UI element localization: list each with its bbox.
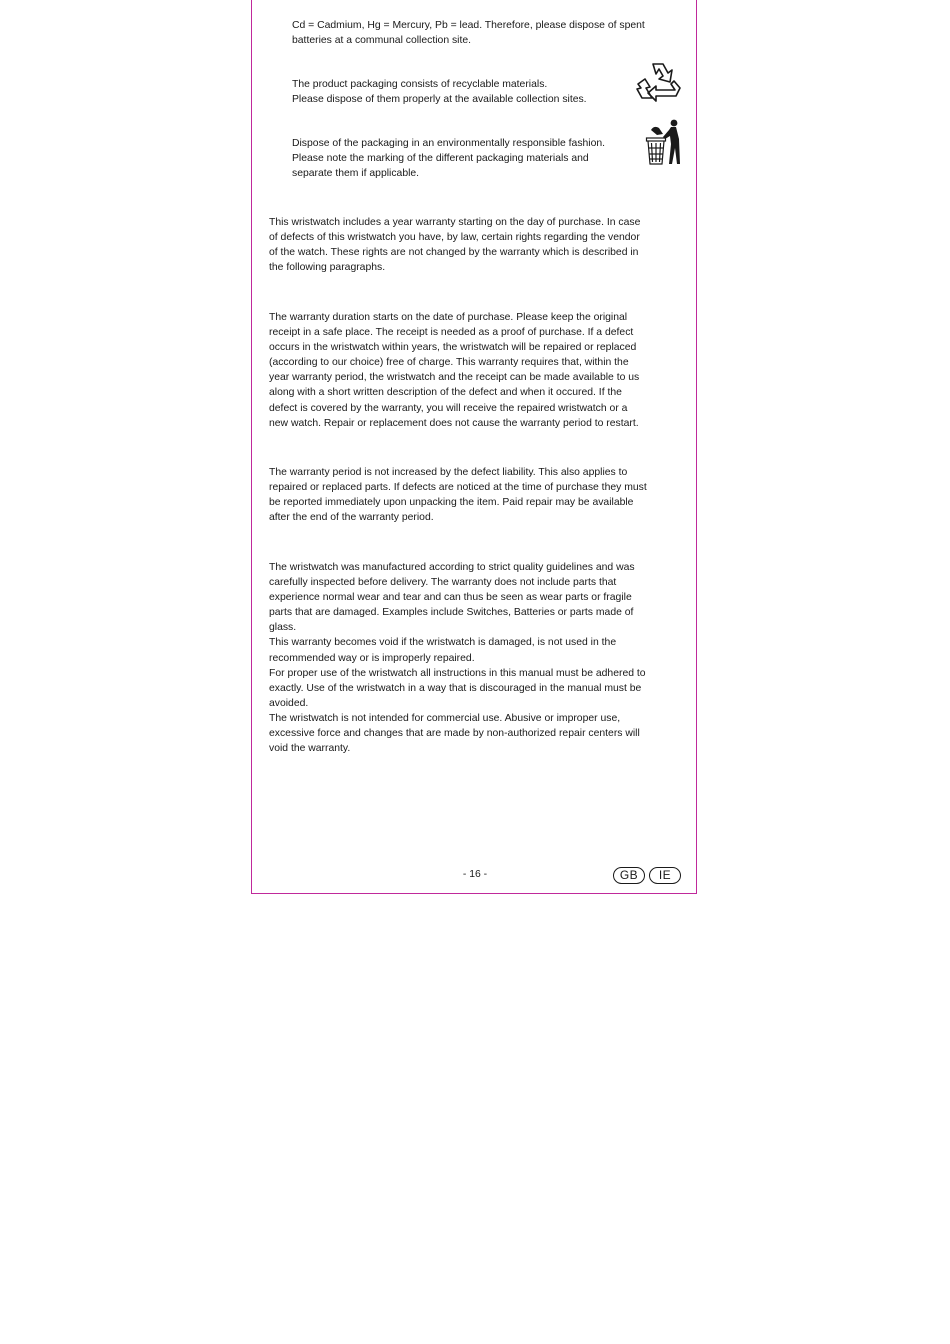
text-line: defect is covered by the warranty, you will receive the repaired wristwatch or a (269, 402, 628, 414)
text-line: occurs in the wristwatch within years, the wristwatch will be repaired or replaced (269, 342, 637, 354)
text-line: excessive force and changes that are made by non-authorized repair centers will (269, 728, 640, 740)
text-line: The warranty period is not increased by the defect liability. This also applies to (269, 467, 628, 478)
text-line: be reported immediately upon unpacking the item. Paid repair may be available (269, 497, 634, 509)
text-line: recommended way or is improperly repaired. (269, 652, 475, 664)
warranty-duration-paragraph (269, 310, 639, 431)
environment-disposal-paragraph (292, 136, 605, 181)
trash-bin-icon (645, 118, 683, 166)
text-line: carefully inspected before delivery. The warranty does not include parts that (269, 577, 617, 589)
batteries-disposal-paragraph (292, 18, 645, 48)
text-line: separate them if applicable. (292, 168, 420, 180)
text-line: after the end of the warranty period. (269, 512, 434, 524)
page-number: - 16 - (462, 869, 488, 880)
text-line: repaired or replaced parts. If defects are noticed at the time of purchase they must (269, 482, 647, 494)
text-line: Dispose of the packaging in an environmentally responsible fashion. (292, 138, 606, 149)
text-line: along with a short written description of the defect and when it occured. If the (269, 387, 622, 399)
country-badge-ie: IE (649, 867, 681, 884)
text-line: glass. (269, 622, 297, 634)
page-frame (251, 0, 697, 894)
text-line: of defects of this wristwatch you have, by law, certain rights regarding the vendor (269, 232, 640, 244)
text-line: The product packaging consists of recyclable materials. (292, 79, 548, 90)
text-line: This wristwatch includes a year warranty starting on the day of purchase. In case (269, 217, 641, 228)
country-badge-gb: GB (613, 867, 645, 884)
packaging-recycling-paragraph (292, 77, 587, 107)
text-line: year warranty period, the wristwatch and the receipt can be made available to us (269, 372, 640, 384)
text-line: Please dispose of them properly at the available collection sites. (292, 94, 587, 106)
warranty-intro-paragraph (269, 215, 640, 275)
text-line: void the warranty. (269, 743, 351, 755)
text-line: This warranty becomes void if the wristwatch is damaged, is not used in the (269, 637, 617, 649)
text-line: (according to our choice) free of charge. This warranty requires that, within the (269, 357, 629, 369)
text-line: For proper use of the wristwatch all instructions in this manual must be adhered to (269, 667, 646, 679)
text-line: avoided. (269, 697, 309, 709)
text-line: The wristwatch was manufactured according to strict quality guidelines and was (269, 562, 635, 573)
text-line: experience normal wear and tear and can thus be seen as wear parts or fragile (269, 592, 632, 604)
text-line: batteries at a communal collection site. (292, 35, 472, 47)
text-line: of the watch. These rights are not changed by the warranty which is described in (269, 247, 639, 259)
warranty-period-paragraph (269, 465, 647, 525)
recycle-icon (634, 60, 682, 108)
text-line: new watch. Repair or replacement does not cause the warranty period to restart. (269, 417, 639, 429)
text-line: The warranty duration starts on the date of purchase. Please keep the original (269, 312, 628, 323)
text-line: the following paragraphs. (269, 262, 386, 274)
text-line: receipt in a safe place. The receipt is needed as a proof of purchase. If a defect (269, 327, 634, 339)
text-line: exactly. Use of the wristwatch in a way that is discouraged in the manual must be (269, 682, 642, 694)
text-line: Please note the marking of the different packaging materials and (292, 153, 589, 165)
text-line: parts that are damaged. Examples include Switches, Batteries or parts made of (269, 607, 634, 619)
text-line: Cd = Cadmium, Hg = Mercury, Pb = lead. Therefore, please dispose of spent (292, 20, 645, 31)
text-line: The wristwatch is not intended for commercial use. Abusive or improper use, (269, 712, 621, 724)
warranty-scope-paragraph (269, 560, 646, 756)
